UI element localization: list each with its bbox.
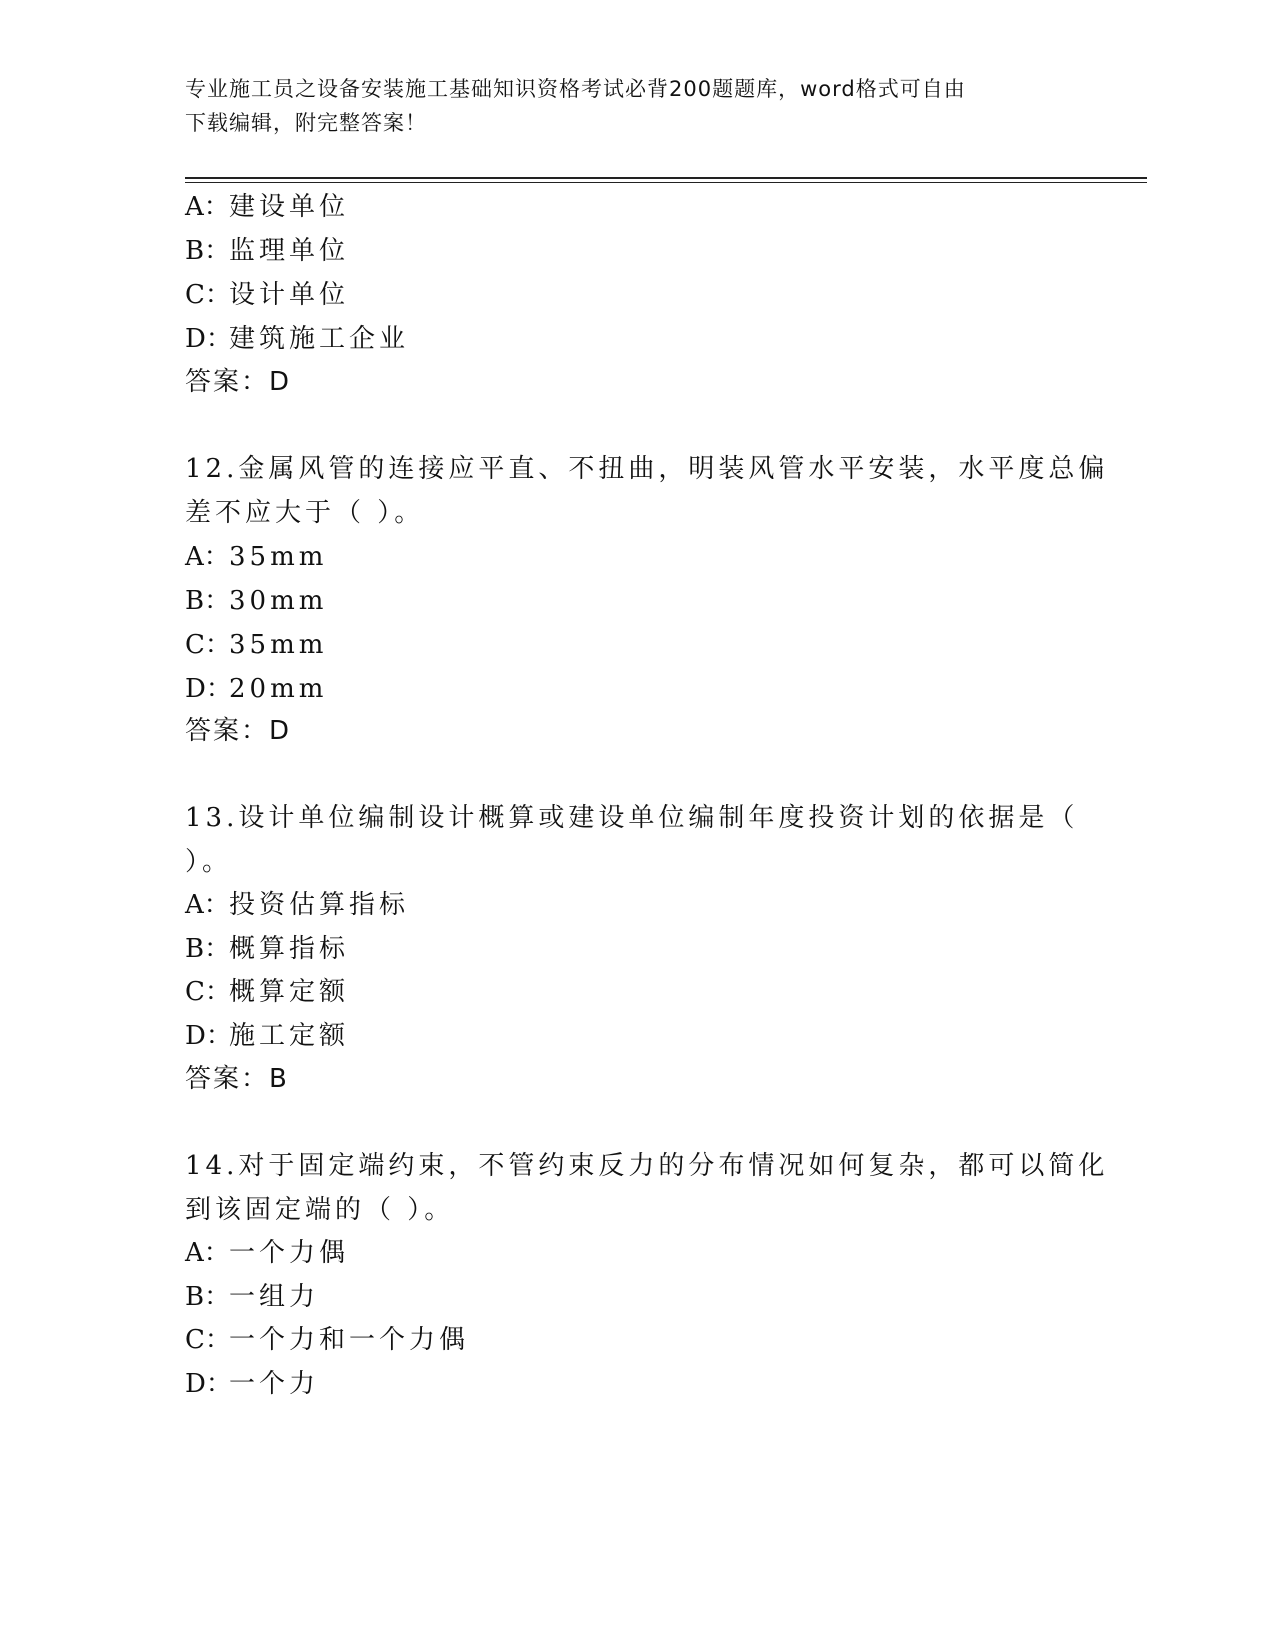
option-c: C：35mm xyxy=(185,630,328,660)
option-b: B：概算指标 xyxy=(185,934,350,964)
answer-line: 答案：D xyxy=(185,716,292,746)
option-b: B：监理单位 xyxy=(185,236,350,266)
option-c: C：概算定额 xyxy=(185,977,350,1007)
answer-line: 答案：B xyxy=(185,1064,289,1094)
option-a: A：一个力偶 xyxy=(185,1238,350,1268)
header-rule-thin xyxy=(185,182,1147,183)
option-d: D：施工定额 xyxy=(185,1021,350,1051)
document-header xyxy=(185,72,1065,140)
option-d: D：20mm xyxy=(185,674,328,704)
option-a: A：35mm xyxy=(185,542,328,572)
option-b: B：一组力 xyxy=(185,1282,320,1312)
option-d: D：一个力 xyxy=(185,1369,320,1399)
question-stem-cont: ）。 xyxy=(185,847,233,877)
option-b: B：30mm xyxy=(185,586,328,616)
header-line-2: 下载编辑，附完整答案！ xyxy=(185,111,427,135)
answer-line: 答案：D xyxy=(185,367,292,397)
option-a: A：建设单位 xyxy=(185,192,350,222)
question-stem: 13.设计单位编制设计概算或建设单位编制年度投资计划的依据是（ xyxy=(185,803,1079,833)
option-c: C：设计单位 xyxy=(185,280,350,310)
question-stem-cont: 差不应大于（ ）。 xyxy=(185,498,425,528)
option-c: C：一个力和一个力偶 xyxy=(185,1325,470,1355)
header-rule-thick xyxy=(185,177,1147,179)
header-line-1: 专业施工员之设备安装施工基础知识资格考试必背200题题库，word格式可自由 xyxy=(185,77,966,101)
option-d: D：建筑施工企业 xyxy=(185,324,410,354)
question-stem-cont: 到该固定端的（ ）。 xyxy=(185,1195,455,1225)
question-stem: 14.对于固定端约束，不管约束反力的分布情况如何复杂，都可以简化 xyxy=(185,1151,1109,1181)
option-a: A：投资估算指标 xyxy=(185,890,410,920)
question-stem: 12.金属风管的连接应平直、不扭曲，明装风管水平安装，水平度总偏 xyxy=(185,454,1109,484)
